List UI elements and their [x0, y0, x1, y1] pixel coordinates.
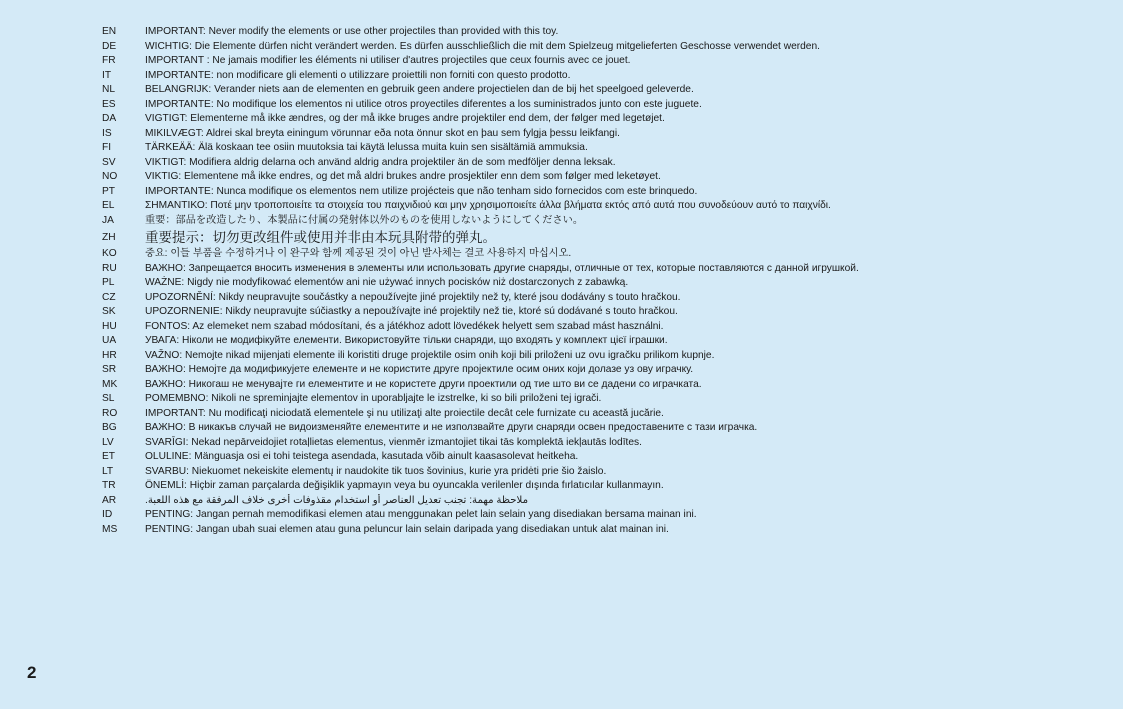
- warning-row-tr: [102, 479, 1112, 494]
- warning-text: 중요: 이들 부품을 수정하거나 이 완구와 함께 제공된 것이 아닌 발사체는 결코 사용하지 마십시오.: [145, 248, 572, 259]
- warning-text: IMPORTANT: Never modify the elements or use other projectiles than provided with this toy.: [145, 26, 559, 37]
- warning-text: ÖNEMLİ: Hiçbir zaman parçalarda değişiklik yapmayın veya bu oyuncakla verilenler dışında fırlatıcılar kullanmayın.: [145, 480, 664, 491]
- language-code: ID: [102, 509, 113, 520]
- language-code: MS: [102, 523, 118, 535]
- warning-row-nl: [102, 83, 1112, 98]
- language-code: JA: [102, 214, 114, 226]
- warning-text: VIKTIGT: Modifiera aldrig delarna och använd aldrig andra projektiler än de som medföljer denna leksak.: [145, 156, 616, 168]
- language-code: IS: [102, 127, 112, 139]
- warning-text: VIGTIGT: Elementerne må ikke ændres, og der må ikke bruges andre projektiler end dem, der følger med legetøjet.: [145, 113, 665, 124]
- warning-row-pt: [102, 185, 1112, 200]
- page-number: 2: [27, 663, 37, 682]
- warning-row-id: [102, 508, 1112, 523]
- warning-row-it: [102, 69, 1112, 84]
- warning-row-fr: [102, 54, 1112, 69]
- warning-row-fi: [102, 141, 1112, 156]
- language-code: LT: [102, 465, 114, 477]
- warning-row-ja: [102, 214, 1112, 229]
- warning-row-sl: [102, 392, 1112, 407]
- warning-text: ملاحظة مهمة: تجنب تعديل العناصر أو استخدام مقذوفات أخرى خلاف المرفقة مع هذه اللعبة.: [145, 494, 529, 506]
- warning-text: IMPORTANTE: No modifique los elementos ni utilice otros proyectiles diferentes a los suministrados junto con este juguete.: [145, 98, 702, 110]
- warning-text: ВАЖНО: Немојте да модификујете елементе и не користите друге пројектиле осим оних који долазе уз ову играчку.: [145, 364, 694, 375]
- language-code: PT: [102, 185, 116, 197]
- warning-text: WAŻNE: Nigdy nie modyfikować elementów ani nie używać innych pocisków niż dostarczonych z zabawką.: [145, 277, 629, 288]
- warning-text: FONTOS: Az elemeket nem szabad módosítani, és a játékhoz adott lövedékek helyett sem szabad mást használni.: [145, 320, 664, 332]
- warning-text: SVARĪGI: Nekad nepārveidojiet rotaļlietas elementus, vienmēr izmantojiet tikai tās komplektā iekļautās lodītes.: [145, 436, 642, 448]
- language-code: ES: [102, 98, 116, 110]
- warning-row-hr: [102, 349, 1112, 364]
- warning-text: UPOZORNĚNÍ: Nikdy neupravujte součástky a nepoužívejte jiné projektily než ty, které jsou dodávány s touto hračkou.: [145, 291, 681, 303]
- warning-row-lt: [102, 465, 1112, 480]
- warning-row-el: [102, 199, 1112, 214]
- warning-text: IMPORTANT : Ne jamais modifier les éléments ni utiliser d'autres projectiles que ceux fournis avec ce jouet.: [145, 55, 631, 66]
- language-code: NO: [102, 171, 118, 182]
- language-code: ET: [102, 451, 116, 462]
- language-code: SV: [102, 156, 116, 168]
- warning-row-pl: [102, 276, 1112, 291]
- warning-row-et: [102, 450, 1112, 465]
- warning-text: POMEMBNO: Nikoli ne spreminjajte elementov in uporabljajte le izstrelke, ki so bili priloženi tej igrači.: [145, 393, 602, 404]
- warning-text: UPOZORNENIE: Nikdy neupravujte súčiastky a nepoužívajte iné projektily než tie, ktoré sú dodávané s touto hračkou.: [145, 306, 678, 317]
- warning-row-hu: [102, 320, 1112, 335]
- warning-row-bg: [102, 421, 1112, 436]
- warning-text: TÄRKEÄÄ: Älä koskaan tee osiin muutoksia tai käytä lelussa muita kuin sen sisältämiä ammuksia.: [145, 142, 588, 153]
- warning-text: ВАЖНО: В никакъв случай не видоизменяйте елементите и не използвайте други снаряди освен предоставените с тази играчка.: [145, 422, 758, 433]
- warning-text: IMPORTANTE: Nunca modifique os elementos nem utilize projécteis que não tenham sido fornecidos com este brinquedo.: [145, 185, 698, 197]
- language-code: PL: [102, 277, 115, 288]
- language-code: UA: [102, 335, 117, 346]
- language-code: SK: [102, 306, 116, 317]
- language-code: MK: [102, 378, 118, 390]
- warning-row-no: [102, 170, 1112, 185]
- language-code: FR: [102, 55, 116, 66]
- warning-text: WICHTIG: Die Elemente dürfen nicht verändert werden. Es dürfen ausschließlich die mit dem Spielzeug mitgelieferten Geschosse verwendet werden.: [145, 40, 820, 52]
- language-code: LV: [102, 436, 114, 448]
- warning-text: BELANGRIJK: Verander niets aan de elementen en gebruik geen andere projectielen dan de bij het speelgoed geleverde.: [145, 84, 694, 95]
- warning-row-mk: [102, 378, 1112, 393]
- language-code: TR: [102, 480, 116, 491]
- warning-text: IMPORTANT: Nu modificaţi niciodată elementele şi nu utilizaţi alte proiectile decât cele furnizate cu această jucărie.: [145, 407, 664, 419]
- warning-row-sk: [102, 305, 1112, 320]
- warning-row-zh: [102, 228, 1112, 247]
- warning-text: MIKILVÆGT: Aldrei skal breyta einingum vörunnar eða nota önnur skot en þau sem fylgja þessu leikfangi.: [145, 127, 620, 139]
- warning-row-sv: [102, 156, 1112, 171]
- language-code: HR: [102, 349, 117, 361]
- warning-row-en: [102, 25, 1112, 40]
- warning-row-es: [102, 98, 1112, 113]
- warning-row-ru: [102, 262, 1112, 277]
- warning-row-sr: [102, 363, 1112, 378]
- language-code: SL: [102, 393, 115, 404]
- warning-row-ua: [102, 334, 1112, 349]
- language-code: KO: [102, 248, 117, 259]
- language-code: IT: [102, 69, 112, 81]
- language-code: NL: [102, 84, 116, 95]
- language-code: SR: [102, 364, 117, 375]
- language-code: AR: [102, 494, 117, 506]
- warning-row-lv: [102, 436, 1112, 451]
- language-code: CZ: [102, 291, 116, 303]
- language-code: DE: [102, 40, 117, 52]
- warning-row-is: [102, 127, 1112, 142]
- language-code: RU: [102, 262, 117, 274]
- warning-text: ВАЖНО: Никогаш не менувајте ги елементите и не користете други проектили од тие што ви се дадени со играчката.: [145, 378, 702, 390]
- language-code: ZH: [102, 232, 116, 243]
- warning-text: SVARBU: Niekuomet nekeiskite elementų ir naudokite tik tuos šovinius, kurie yra pridėti prie šio žaislo.: [145, 465, 607, 477]
- warning-text: VIKTIG: Elementene må ikke endres, og det må aldri brukes andre prosjektiler enn dem som følger med leketøyet.: [145, 171, 661, 182]
- warning-text: 重要提示：切勿更改组件或使用并非由本玩具附带的弹丸。: [145, 230, 496, 245]
- warning-row-ms: [102, 523, 1112, 538]
- warning-row-de: [102, 40, 1112, 55]
- multilingual-warning-list: [102, 25, 1112, 537]
- warning-text: OLULINE: Mänguasja osi ei tohi teistega asendada, kasutada võib ainult kaasasolevat heitkeha.: [145, 451, 579, 462]
- warning-row-ko: [102, 247, 1112, 262]
- warning-row-cz: [102, 291, 1112, 306]
- warning-text: ВАЖНО: Запрещается вносить изменения в элементы или использовать другие снаряды, отличные от тех, которые поставляются с данной игрушкой.: [145, 262, 859, 274]
- language-code: EN: [102, 26, 117, 37]
- language-code: BG: [102, 422, 117, 433]
- warning-row-ro: [102, 407, 1112, 422]
- warning-row-da: [102, 112, 1112, 127]
- language-code: DA: [102, 113, 117, 124]
- language-code: EL: [102, 200, 115, 211]
- language-code: FI: [102, 142, 112, 153]
- warning-text: ΣΗΜΑΝΤΙΚΟ: Ποτέ μην τροποποιείτε τα στοιχεία του παιχνιδιού και μην χρησιμοποιείτε άλλα βλήματα εκτός από αυτά που συνοδεύουν αυτό το παιχνίδι.: [145, 200, 831, 211]
- warning-text: 重要：部品を改造したり、本製品に付属の発射体以外のものを使用しないようにしてください。: [145, 214, 584, 226]
- language-code: RO: [102, 407, 118, 419]
- language-code: HU: [102, 320, 117, 332]
- warning-text: IMPORTANTE: non modificare gli elementi o utilizzare proiettili non forniti con questo prodotto.: [145, 69, 571, 81]
- warning-row-ar: [102, 494, 1112, 509]
- warning-text: VAŽNO: Nemojte nikad mijenjati elemente ili koristiti druge projektile osim onih koji bili priloženi uz ovu igračku prilikom kupnje.: [145, 349, 715, 361]
- warning-text: PENTING: Jangan ubah suai elemen atau guna peluncur lain selain daripada yang disediakan untuk alat mainan ini.: [145, 523, 669, 535]
- warning-text: PENTING: Jangan pernah memodifikasi elemen atau menggunakan pelet lain selain yang disediakan bersama mainan ini.: [145, 509, 697, 520]
- warning-text: УВАГА: Ніколи не модифікуйте елементи. Використовуйте тільки снаряди, що входять у комплект цієї іграшки.: [145, 335, 668, 346]
